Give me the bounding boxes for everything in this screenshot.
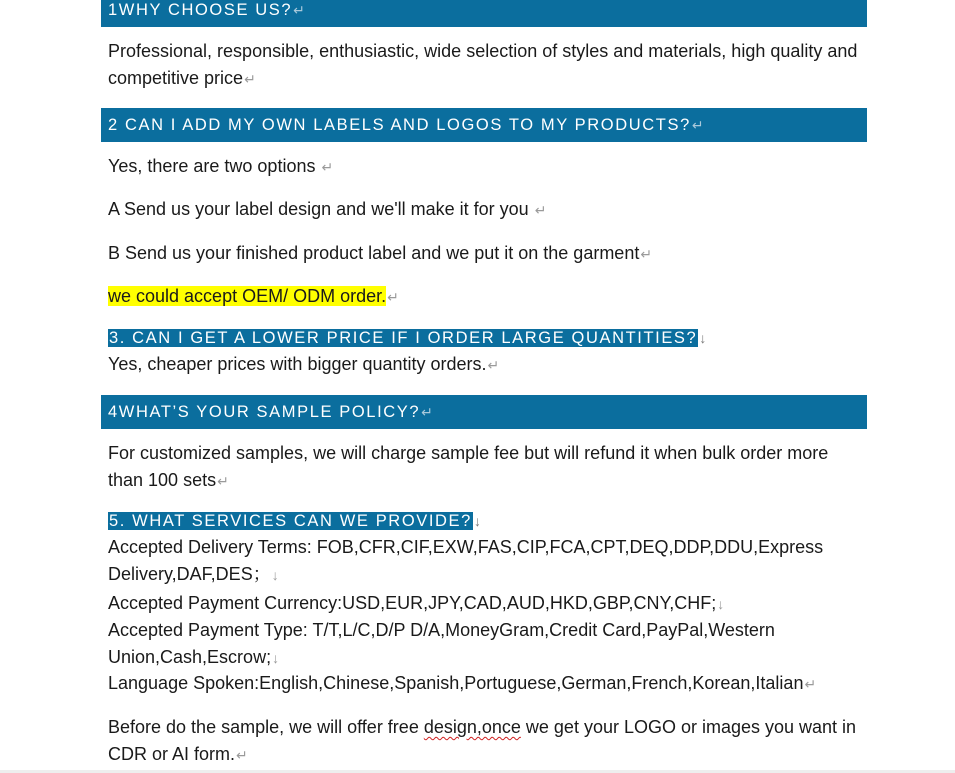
paragraph-text: Accepted Payment Type: T/T,L/C,D/P D/A,MoneyGram,Credit Card,PayPal,Western Union,Cash,Escrow; bbox=[108, 620, 775, 667]
paragraph-mark: ↵ bbox=[804, 676, 817, 692]
paragraph-mark: ↵ bbox=[293, 2, 305, 18]
line-break-mark: ↓ bbox=[699, 330, 707, 346]
paragraph-mark: ↵ bbox=[217, 473, 229, 489]
paragraph-lower-price bbox=[108, 351, 868, 379]
paragraph-text: Yes, there are two options bbox=[108, 156, 321, 176]
paragraph-two-options bbox=[108, 153, 868, 181]
paragraph-text: Accepted Delivery Terms: FOB,CFR,CIF,EXW,FAS,CIP,FCA,CPT,DEQ,DDP,DDU,Express Delivery,DAF,DES； bbox=[108, 537, 824, 584]
paragraph-payment-type bbox=[108, 617, 868, 672]
heading-text: 3. CAN I GET A LOWER PRICE IF I ORDER LARGE QUANTITIES? bbox=[109, 329, 698, 347]
paragraph-text: Before do the sample, we will offer free bbox=[108, 717, 424, 737]
paragraph-text: Professional, responsible, enthusiastic, wide selection of styles and materials, high quality and competitive price bbox=[108, 41, 858, 88]
paragraph-option-b bbox=[108, 240, 868, 268]
line-break-mark: ↓ bbox=[271, 567, 279, 583]
paragraph-mark: ↵ bbox=[691, 117, 704, 133]
heading-sample-policy bbox=[101, 395, 867, 429]
paragraph-text: Yes, cheaper prices with bigger quantity orders. bbox=[108, 354, 487, 374]
paragraph-text: For customized samples, we will charge sample fee but will refund it when bulk order more than 100 sets bbox=[108, 443, 829, 490]
line-break-mark: ↓ bbox=[717, 596, 725, 612]
paragraph-language-spoken bbox=[108, 670, 868, 698]
heading-labels-logos bbox=[101, 108, 867, 142]
paragraph-oem-odm bbox=[108, 283, 868, 311]
paragraph-mark: ↵ bbox=[387, 289, 399, 305]
paragraph-delivery-terms bbox=[108, 534, 868, 589]
heading-text: 1WHY CHOOSE US? bbox=[108, 1, 293, 19]
heading-why-choose-us bbox=[101, 0, 867, 27]
paragraph-text: B Send us your finished product label and we put it on the garment bbox=[108, 243, 640, 263]
paragraph-text: A Send us your label design and we'll make it for you bbox=[108, 199, 534, 219]
heading-text: 2 CAN I ADD MY OWN LABELS AND LOGOS TO MY PRODUCTS? bbox=[108, 116, 691, 134]
paragraph-text: Language Spoken:English,Chinese,Spanish,Portuguese,German,French,Korean,Italian bbox=[108, 673, 804, 693]
heading-lower-price bbox=[108, 327, 706, 350]
paragraph-sample-policy bbox=[108, 440, 868, 495]
paragraph-text: we get your LOGO or images you want in CDR or AI form. bbox=[108, 717, 857, 764]
paragraph-option-a bbox=[108, 196, 868, 224]
line-break-mark: ↓ bbox=[272, 650, 280, 666]
paragraph-payment-currency bbox=[108, 590, 868, 618]
paragraph-why-choose-us bbox=[108, 38, 868, 93]
paragraph-mark: ↵ bbox=[534, 202, 547, 218]
heading-services bbox=[108, 510, 481, 533]
heading-text: 5. WHAT SERVICES CAN WE PROVIDE? bbox=[109, 512, 472, 530]
paragraph-mark: ↵ bbox=[487, 357, 500, 373]
paragraph-text: Accepted Payment Currency:USD,EUR,JPY,CAD,AUD,HKD,GBP,CNY,CHF; bbox=[108, 593, 717, 613]
heading-text: 4WHAT’S YOUR SAMPLE POLICY? bbox=[108, 403, 421, 421]
spelling-error-text[interactable]: design,once bbox=[423, 717, 521, 737]
paragraph-mark: ↵ bbox=[236, 747, 248, 763]
paragraph-mark: ↵ bbox=[640, 246, 653, 262]
paragraph-free-design bbox=[108, 714, 868, 769]
paragraph-mark: ↵ bbox=[421, 404, 433, 420]
paragraph-mark: ↵ bbox=[244, 71, 256, 87]
paragraph-mark: ↵ bbox=[321, 159, 334, 175]
highlighted-text: we could accept OEM/ ODM order. bbox=[108, 286, 387, 306]
line-break-mark: ↓ bbox=[473, 513, 481, 529]
